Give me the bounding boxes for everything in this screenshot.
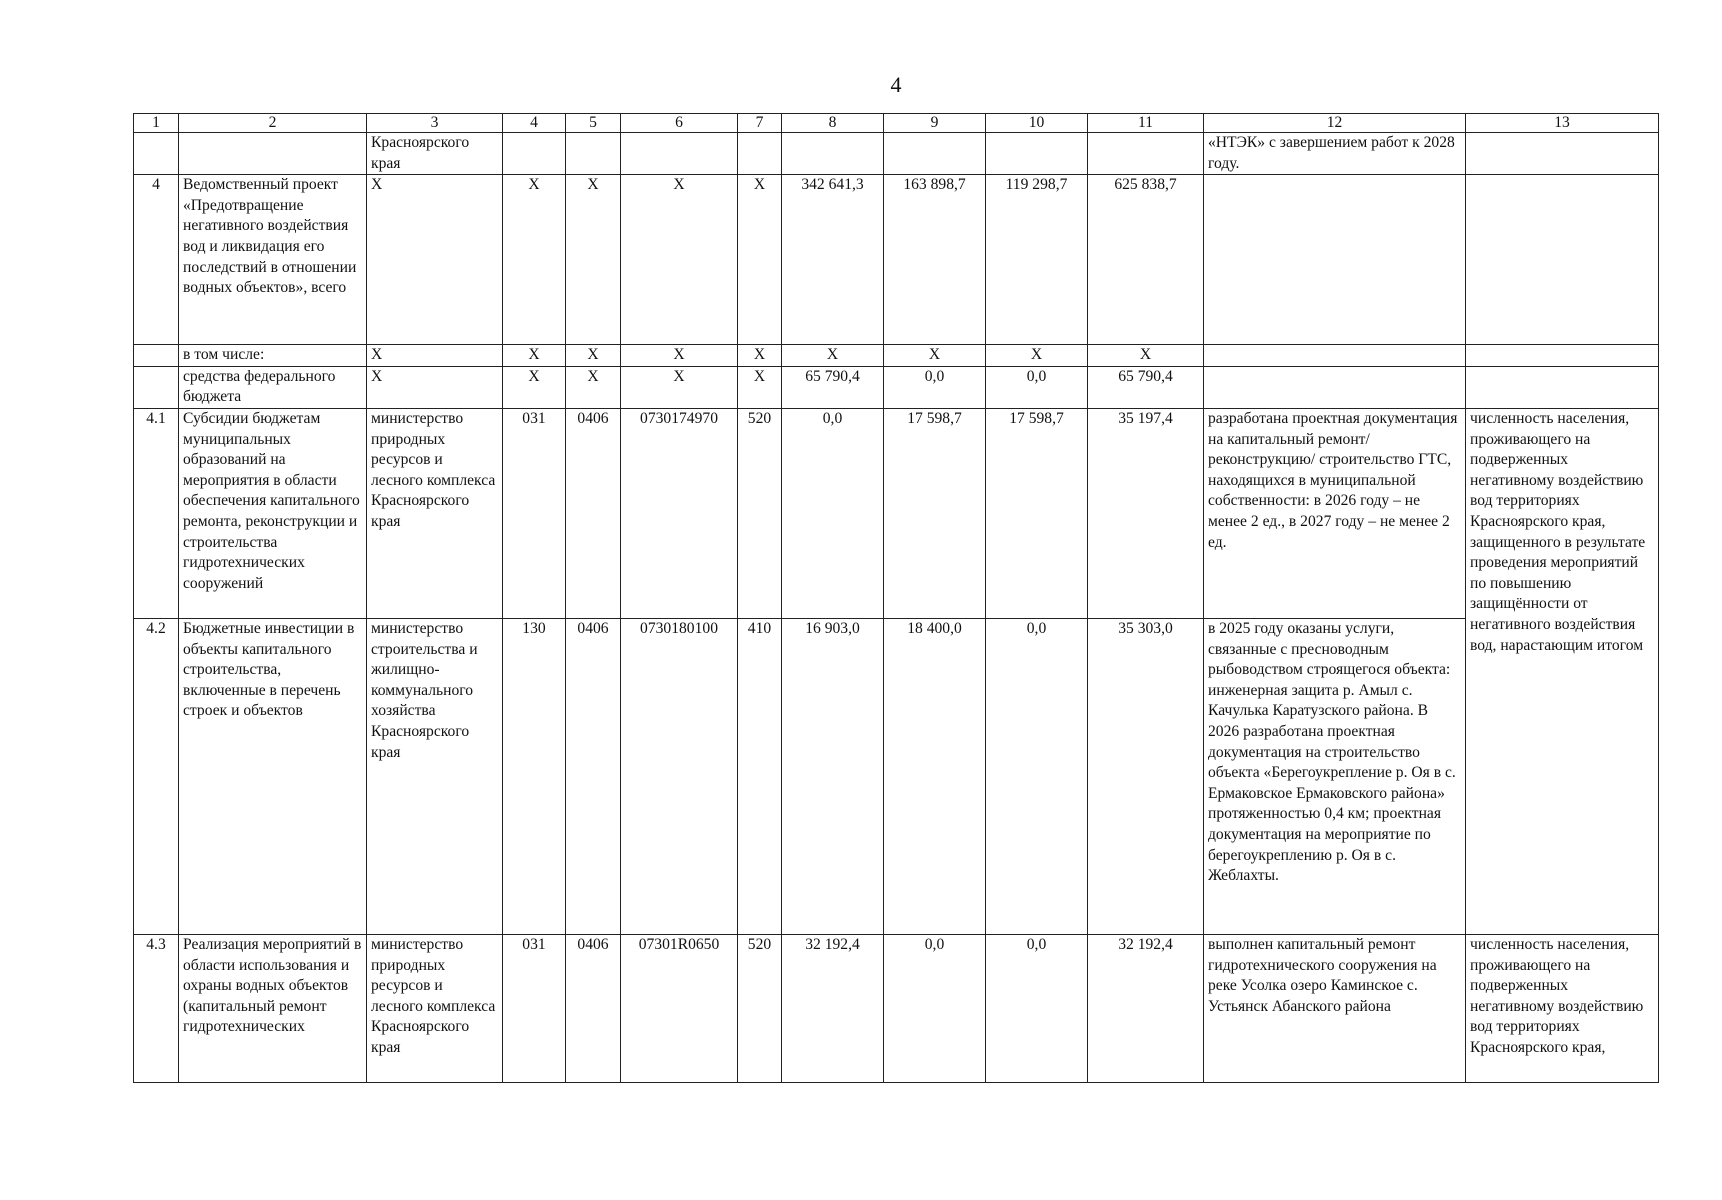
cell-name: в том числе:	[179, 345, 367, 367]
cell-col7: X	[738, 175, 782, 345]
header-cell: 4	[503, 114, 566, 133]
header-cell: 3	[367, 114, 503, 133]
cell-col11: 35 197,4	[1088, 408, 1204, 618]
cell-result: выполнен капитальный ремонт гидротехнического сооружения на реке Усолка озеро Каминское с. Устьянск Абанского района	[1204, 934, 1466, 1082]
table-row-continuation	[134, 133, 1659, 175]
cell-result: разработана проектная документация на капитальный ремонт/реконструкцию/ строительство ГТС, находящихся в муниципальной собственности: в 2026 году – не менее 2 ед., в 2027 году – не менее 2 ед.	[1204, 408, 1466, 618]
cell-col8: 342 641,3	[782, 175, 884, 345]
header-row	[134, 114, 1659, 133]
cell-col8: 32 192,4	[782, 934, 884, 1082]
cell-number: 4.3	[134, 934, 179, 1082]
cell-col7: X	[738, 345, 782, 367]
header-cell: 9	[884, 114, 986, 133]
cell-number: 4.2	[134, 618, 179, 934]
cell-col7: X	[738, 366, 782, 408]
cell-col7: 520	[738, 934, 782, 1082]
cell-col8: 0,0	[782, 408, 884, 618]
header-cell: 12	[1204, 114, 1466, 133]
cell-col6: 07301R0650	[621, 934, 738, 1082]
header-cell: 10	[986, 114, 1088, 133]
cell-col6: X	[621, 175, 738, 345]
cell-col5: 0406	[566, 408, 621, 618]
cell-col10: 0,0	[986, 934, 1088, 1082]
cell-col10: 0,0	[986, 618, 1088, 934]
cell-col9: X	[884, 345, 986, 367]
cell-col9: 17 598,7	[884, 408, 986, 618]
cell-executor: X	[367, 175, 503, 345]
cell-col8: 65 790,4	[782, 366, 884, 408]
cell-executor: министерство строительства и жилищно-коммунального хозяйства Красноярского края	[367, 618, 503, 934]
cell-col4: 031	[503, 408, 566, 618]
cell-executor: X	[367, 366, 503, 408]
cell-col11: 625 838,7	[1088, 175, 1204, 345]
cell-col6: 0730180100	[621, 618, 738, 934]
cell-col9: 0,0	[884, 934, 986, 1082]
table-row-4	[134, 175, 1659, 345]
cell-col4: 031	[503, 934, 566, 1082]
cell-name: средства федерального бюджета	[179, 366, 367, 408]
cell-number: 4	[134, 175, 179, 345]
cell-col11: 65 790,4	[1088, 366, 1204, 408]
cell-name: Бюджетные инвестиции в объекты капитального строительства, включенные в перечень строек и объектов	[179, 618, 367, 934]
table-row-4-3	[134, 934, 1659, 1082]
cell-col6: X	[621, 366, 738, 408]
cell-executor: X	[367, 345, 503, 367]
cell-result: в 2025 году оказаны услуги, связанные с пресноводным рыбоводством строящегося объекта: инженерная защита р. Амыл с. Качулька Каратузского района. В 2026 разработана проектная документация на строительство объекта «Берегоукрепление р. Оя в с. Ермаковское Ермаковского района» протяженностью 0,4 км; проектная документация на мероприятие по берегоукреплению р. Оя в с. Жеблахты.	[1204, 618, 1466, 934]
cell-result: «НТЭК» с завершением работ к 2028 году.	[1204, 133, 1466, 175]
budget-table	[133, 113, 1659, 1083]
cell-col7: 520	[738, 408, 782, 618]
cell-col9: 0,0	[884, 366, 986, 408]
header-cell: 1	[134, 114, 179, 133]
cell-col4: X	[503, 175, 566, 345]
cell-col4: X	[503, 366, 566, 408]
cell-col5: 0406	[566, 618, 621, 934]
cell-executor: министерство природных ресурсов и лесного комплекса Красноярского края	[367, 934, 503, 1082]
table-row-federal	[134, 366, 1659, 408]
cell-name: Субсидии бюджетам муниципальных образований на мероприятия в области обеспечения капитального ремонта, реконструкции и строительства гидротехнических сооружений	[179, 408, 367, 618]
cell-col6: 0730174970	[621, 408, 738, 618]
cell-col5: X	[566, 345, 621, 367]
cell-col4: X	[503, 345, 566, 367]
cell-indicator: численность населения, проживающего на подверженных негативному воздействию вод территориях Красноярского края,	[1466, 934, 1659, 1082]
cell-col11: 35 303,0	[1088, 618, 1204, 934]
cell-name: Реализация мероприятий в области использования и охраны водных объектов (капитальный ремонт гидротехнических	[179, 934, 367, 1082]
header-cell: 11	[1088, 114, 1204, 133]
table-row-including	[134, 345, 1659, 367]
cell-col5: 0406	[566, 934, 621, 1082]
header-cell: 6	[621, 114, 738, 133]
page-number: 4	[890, 72, 902, 97]
cell-col8: X	[782, 345, 884, 367]
header-cell: 2	[179, 114, 367, 133]
cell-col5: X	[566, 366, 621, 408]
cell-col10: 0,0	[986, 366, 1088, 408]
cell-name: Ведомственный проект «Предотвращение негативного воздействия вод и ликвидация его последствий в отношении водных объектов», всего	[179, 175, 367, 345]
cell-col11: 32 192,4	[1088, 934, 1204, 1082]
header-cell: 8	[782, 114, 884, 133]
cell-col9: 18 400,0	[884, 618, 986, 934]
cell-col8: 16 903,0	[782, 618, 884, 934]
header-cell: 13	[1466, 114, 1659, 133]
cell-col7: 410	[738, 618, 782, 934]
cell-col4: 130	[503, 618, 566, 934]
cell-col9: 163 898,7	[884, 175, 986, 345]
cell-col6: X	[621, 345, 738, 367]
header-cell: 7	[738, 114, 782, 133]
cell-number: 4.1	[134, 408, 179, 618]
cell-col11: X	[1088, 345, 1204, 367]
cell-col5: X	[566, 175, 621, 345]
cell-col10: 17 598,7	[986, 408, 1088, 618]
table-row-4-2	[134, 618, 1659, 934]
table-row-4-1	[134, 408, 1659, 618]
cell-executor: министерство природных ресурсов и лесного комплекса Красноярского края	[367, 408, 503, 618]
cell-col10: X	[986, 345, 1088, 367]
cell-col10: 119 298,7	[986, 175, 1088, 345]
header-cell: 5	[566, 114, 621, 133]
cell-executor: Красноярского края	[367, 133, 503, 175]
cell-indicator: численность населения, проживающего на подверженных негативному воздействию вод территориях Красноярского края, защищенного в результате проведения мероприятий по повышению защищённости от негативного воздействия вод, нарастающим итогом	[1466, 408, 1659, 934]
